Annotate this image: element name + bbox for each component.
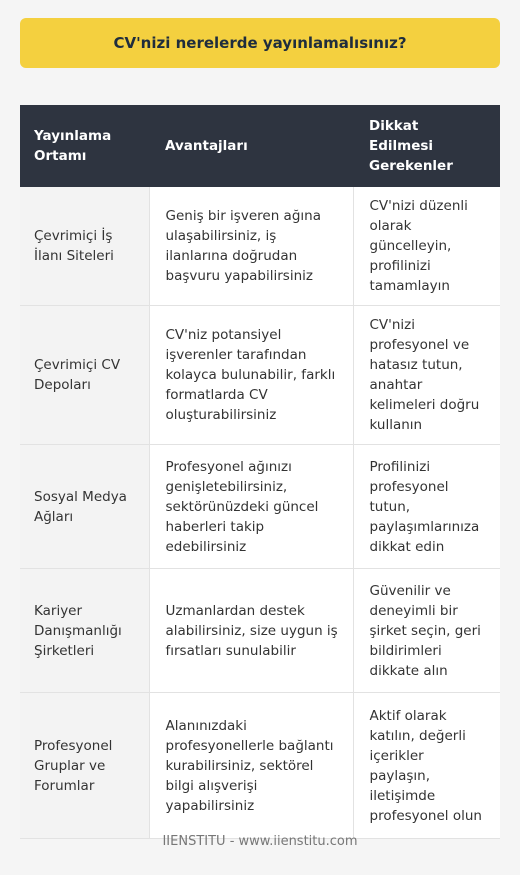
header-advantages: Avantajları bbox=[149, 105, 353, 187]
considerations-cell: Aktif olarak katılın, değerli içerikler paylaşın, iletişimde profesyonel olun bbox=[353, 693, 500, 839]
considerations-cell: Profilinizi profesyonel tutun, paylaşımlarınıza dikkat edin bbox=[353, 445, 500, 569]
page-title: CV'nizi nerelerde yayınlamalısınız? bbox=[113, 34, 407, 52]
table-row bbox=[20, 569, 500, 693]
advantages-cell: Alanınızdaki profesyonellerle bağlantı kurabilirsiniz, sektörel bilgi alışverişi yapabilirsiniz bbox=[149, 693, 353, 839]
table-row bbox=[20, 693, 500, 839]
title-banner bbox=[20, 18, 500, 68]
table-header-row bbox=[20, 105, 500, 187]
platform-cell: Çevrimiçi İş İlanı Siteleri bbox=[20, 187, 149, 306]
advantages-cell: Uzmanlardan destek alabilirsiniz, size uygun iş fırsatları sunulabilir bbox=[149, 569, 353, 693]
header-considerations: Dikkat Edilmesi Gerekenler bbox=[353, 105, 500, 187]
advantages-cell: CV'niz potansiyel işverenler tarafından kolayca bulunabilir, farklı formatlarda CV oluşturabilirsiniz bbox=[149, 306, 353, 445]
considerations-cell: Güvenilir ve deneyimli bir şirket seçin, geri bildirimleri dikkate alın bbox=[353, 569, 500, 693]
platform-cell: Çevrimiçi CV Depoları bbox=[20, 306, 149, 445]
advantages-cell: Geniş bir işveren ağına ulaşabilirsiniz, iş ilanlarına doğrudan başvuru yapabilirsiniz bbox=[149, 187, 353, 306]
footer-credit: IIENSTITU - www.iienstitu.com bbox=[162, 834, 358, 849]
platform-cell: Kariyer Danışmanlığı Şirketleri bbox=[20, 569, 149, 693]
platform-cell: Sosyal Medya Ağları bbox=[20, 445, 149, 569]
platform-cell: Profesyonel Gruplar ve Forumlar bbox=[20, 693, 149, 839]
header-platform: Yayınlama Ortamı bbox=[20, 105, 149, 187]
considerations-cell: CV'nizi profesyonel ve hatasız tutun, anahtar kelimeleri doğru kullanın bbox=[353, 306, 500, 445]
considerations-cell: CV'nizi düzenli olarak güncelleyin, profilinizi tamamlayın bbox=[353, 187, 500, 306]
advantages-cell: Profesyonel ağınızı genişletebilirsiniz, sektörünüzdeki güncel haberleri takip edebilirsiniz bbox=[149, 445, 353, 569]
publishing-table bbox=[20, 105, 500, 839]
table-row bbox=[20, 445, 500, 569]
table-row bbox=[20, 187, 500, 306]
table-row bbox=[20, 306, 500, 445]
